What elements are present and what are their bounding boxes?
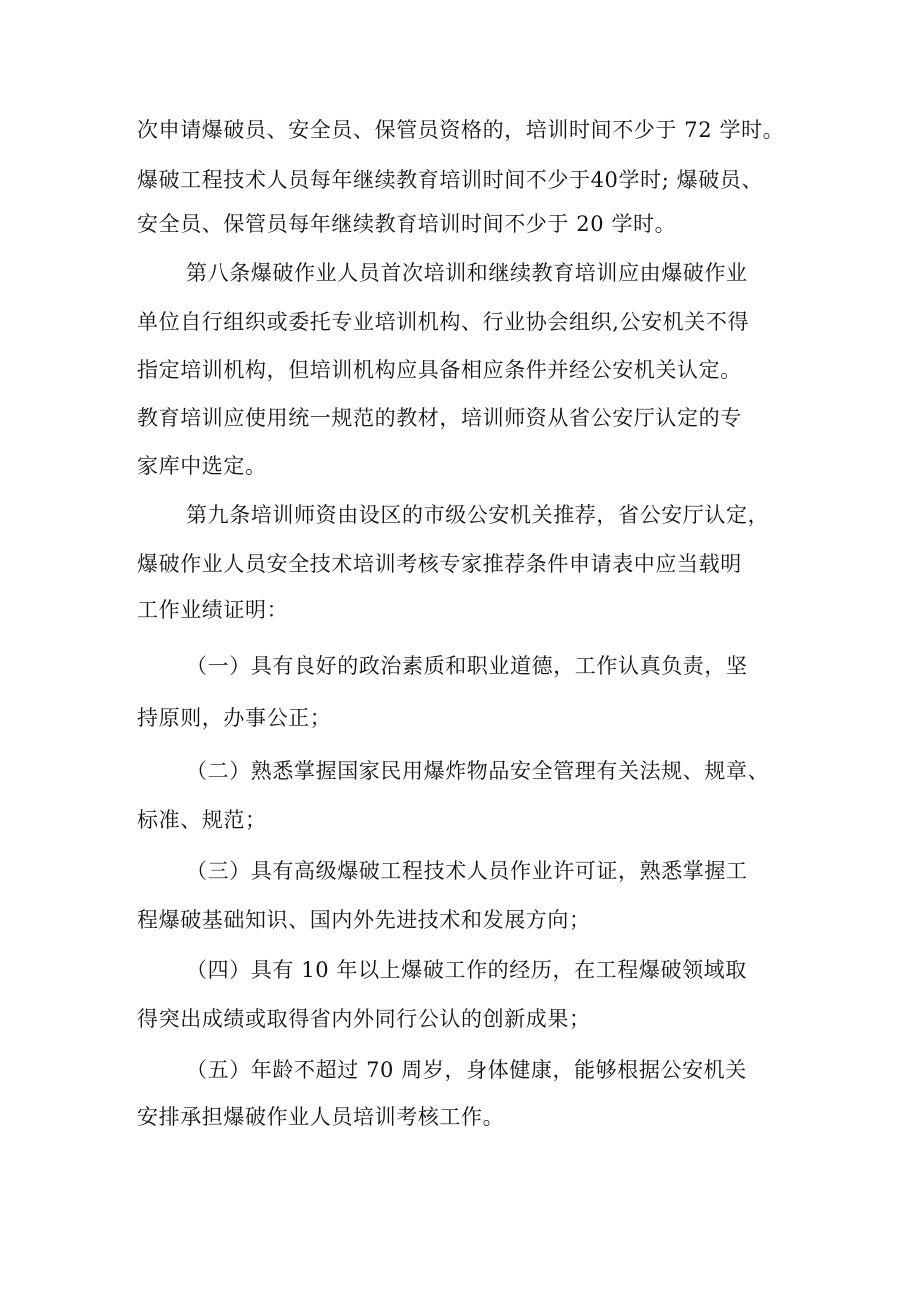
article-8-heading-line: 第八条爆破作业人员首次培训和继续教育培训应由爆破作业 <box>186 261 748 285</box>
list-item-1-line: （一）具有良好的政治素质和职业道德，工作认真负责，坚 <box>186 654 748 678</box>
text-line: 安排承担爆破作业人员培训考核工作。 <box>137 1105 505 1129</box>
text-line: 程爆破基础知识、国内外先进技术和发展方向； <box>137 908 591 932</box>
text-line: 安全员、保管员每年继续教育培训时间不少于 20 学时。 <box>137 212 677 236</box>
text-line: 工作业绩证明： <box>137 598 289 622</box>
text-line: 家库中选定。 <box>137 454 267 478</box>
text-line: 持原则，办事公正； <box>137 706 332 730</box>
list-item-4-line: （四）具有 10 年以上爆破工作的经历，在工程爆破领域取 <box>186 958 747 982</box>
text-line: 单位自行组织或委托专业培训机构、行业协会组织,公安机关不得 <box>137 310 750 334</box>
list-item-2-line: （二）熟悉掌握国家民用爆炸物品安全管理有关法规、规章、 <box>186 759 770 783</box>
list-item-5-line: （五）年龄不超过 70 周岁，身体健康，能够根据公安机关 <box>186 1058 747 1082</box>
text-line: 标准、规范； <box>137 808 267 832</box>
list-item-3-line: （三）具有高级爆破工程技术人员作业许可证，熟悉掌握工 <box>186 859 748 883</box>
text-line: 次申请爆破员、安全员、保管员资格的，培训时间不少于 72 学时。 <box>137 118 785 142</box>
article-9-heading-line: 第九条培训师资由设区的市级公安机关推荐，省公安厅认定， <box>186 503 770 527</box>
text-line: 得突出成绩或取得省内外同行公认的创新成果； <box>137 1007 591 1031</box>
text-line: 爆破工程技术人员每年继续教育培训时间不少于40学时; 爆破员、 <box>137 168 764 192</box>
text-line: 教育培训应使用统一规范的教材，培训师资从省公安厅认定的专 <box>137 406 742 430</box>
text-line: 爆破作业人员安全技术培训考核专家推荐条件申请表中应当载明 <box>137 552 742 576</box>
text-line: 指定培训机构，但培训机构应具备相应条件并经公安机关认定。 <box>137 358 742 382</box>
